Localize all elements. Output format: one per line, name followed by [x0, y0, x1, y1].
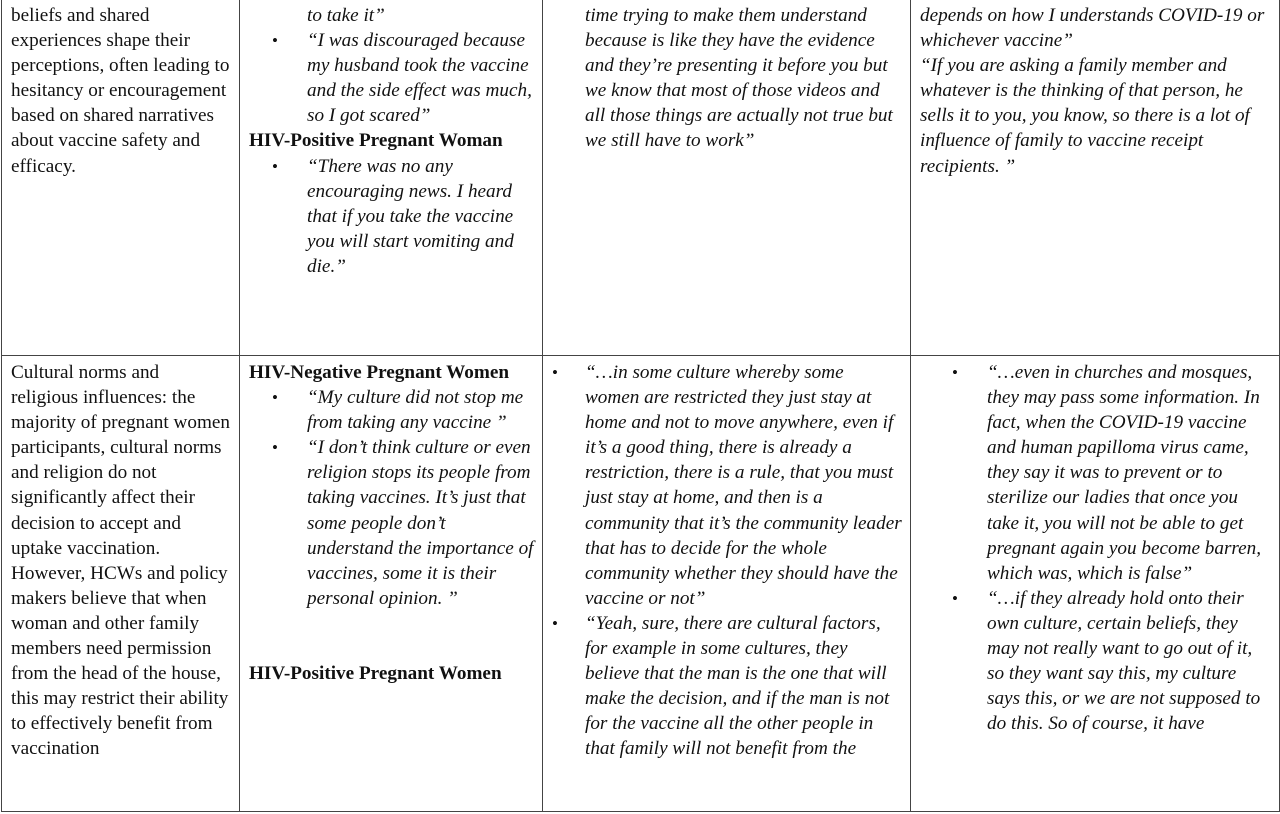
- quote-item-continued: [585, 3, 902, 154]
- quote-list: [920, 360, 1271, 736]
- spacer: [249, 611, 534, 661]
- hcw-cell: [543, 356, 911, 812]
- quote-item: • “…if they already hold onto their own culture, certain beliefs, they may not really want to go out of it, so they want say this, my culture says this, or we are not supposed to do this. So of course, it have: [987, 586, 1271, 737]
- theme-text: beliefs and shared experiences shape their perceptions, often leading to hesitancy or encouragement based on shared narratives about vaccine safety and efficacy.: [11, 5, 230, 177]
- table-row: [2, 356, 1280, 812]
- findings-table: [1, 0, 1280, 812]
- quote-text: depends on how I understands COVID-19 or whichever vaccine”: [920, 5, 1265, 52]
- policy-maker-cell: [911, 356, 1280, 812]
- pregnant-women-cell: [240, 356, 543, 812]
- table-row: [2, 0, 1280, 356]
- quote-item: • “Yeah, sure, there are cultural factors, for example in some cultures, they believe that the man is the one that will make the decision, and if the man is not for the vaccine all the other people in that family will not benefit from the: [585, 611, 902, 762]
- policy-maker-cell: [911, 0, 1280, 356]
- group-label: HIV-Positive Pregnant Woman: [249, 130, 503, 152]
- quote-list: [249, 3, 534, 128]
- quote-list: [552, 3, 902, 154]
- quote-item: • “I don’t think culture or even religion stops its people from taking vaccines. It’s just that some people don’t understand the importance of vaccines, some it is their personal opinion. ”: [307, 435, 534, 611]
- theme-cell: [2, 356, 240, 812]
- quote-list: [552, 360, 902, 762]
- group-label: HIV-Negative Pregnant Women: [249, 362, 510, 383]
- quote-text: “If you are asking a family member and whatever is the thinking of that person, he sells it to you, you know, so there is a lot of influence of family to vaccine receipt recipients. ”: [920, 55, 1250, 177]
- quote-item: • “My culture did not stop me from taking any vaccine ”: [307, 385, 534, 435]
- quote-item: • “…even in churches and mosques, they may pass some information. In fact, when the COVID-19 vaccine and human papilloma virus came, they say it was to prevent or to sterilize our ladies that once you take it, you will not be able to get pregnant again you become barren, which was, which is false”: [987, 360, 1271, 586]
- theme-text: Cultural norms and religious influences: the majority of pregnant women participants, cultural norms and religion do not significantly affect their decision to accept and uptake vaccination. However, HCWs and policy makers believe that when woman and other family members need permission from the head of the house, this may restrict their ability to effectively benefit from vaccination: [11, 362, 230, 760]
- quote-item: • “There was no any encouraging news. I heard that if you take the vaccine you will start vomiting and die.”: [307, 154, 534, 279]
- hcw-cell: [543, 0, 911, 356]
- quote-item: • “I was discouraged because my husband took the vaccine and the side effect was much, so I got scared”: [307, 28, 534, 128]
- group-label: HIV-Positive Pregnant Women: [249, 662, 502, 684]
- quote-list: [249, 385, 534, 611]
- quote-item: • “…in some culture whereby some women are restricted they just stay at home and not to move anywhere, even if it’s a good thing, there is already a restriction, there is a rule, that you must just stay at home, and then is a community that it’s the community leader that has to decide for the whole community whether they should have the vaccine or not”: [585, 360, 902, 611]
- quote-list: [249, 154, 534, 279]
- quote-text: time trying to make them understand because is like they have the evidence and they’re presenting it before you but we know that most of those videos and all those things are actually not true but we still have to work”: [585, 5, 893, 152]
- pregnant-women-cell: [240, 0, 543, 356]
- theme-cell: [2, 0, 240, 356]
- quote-item: to take it”: [307, 5, 385, 26]
